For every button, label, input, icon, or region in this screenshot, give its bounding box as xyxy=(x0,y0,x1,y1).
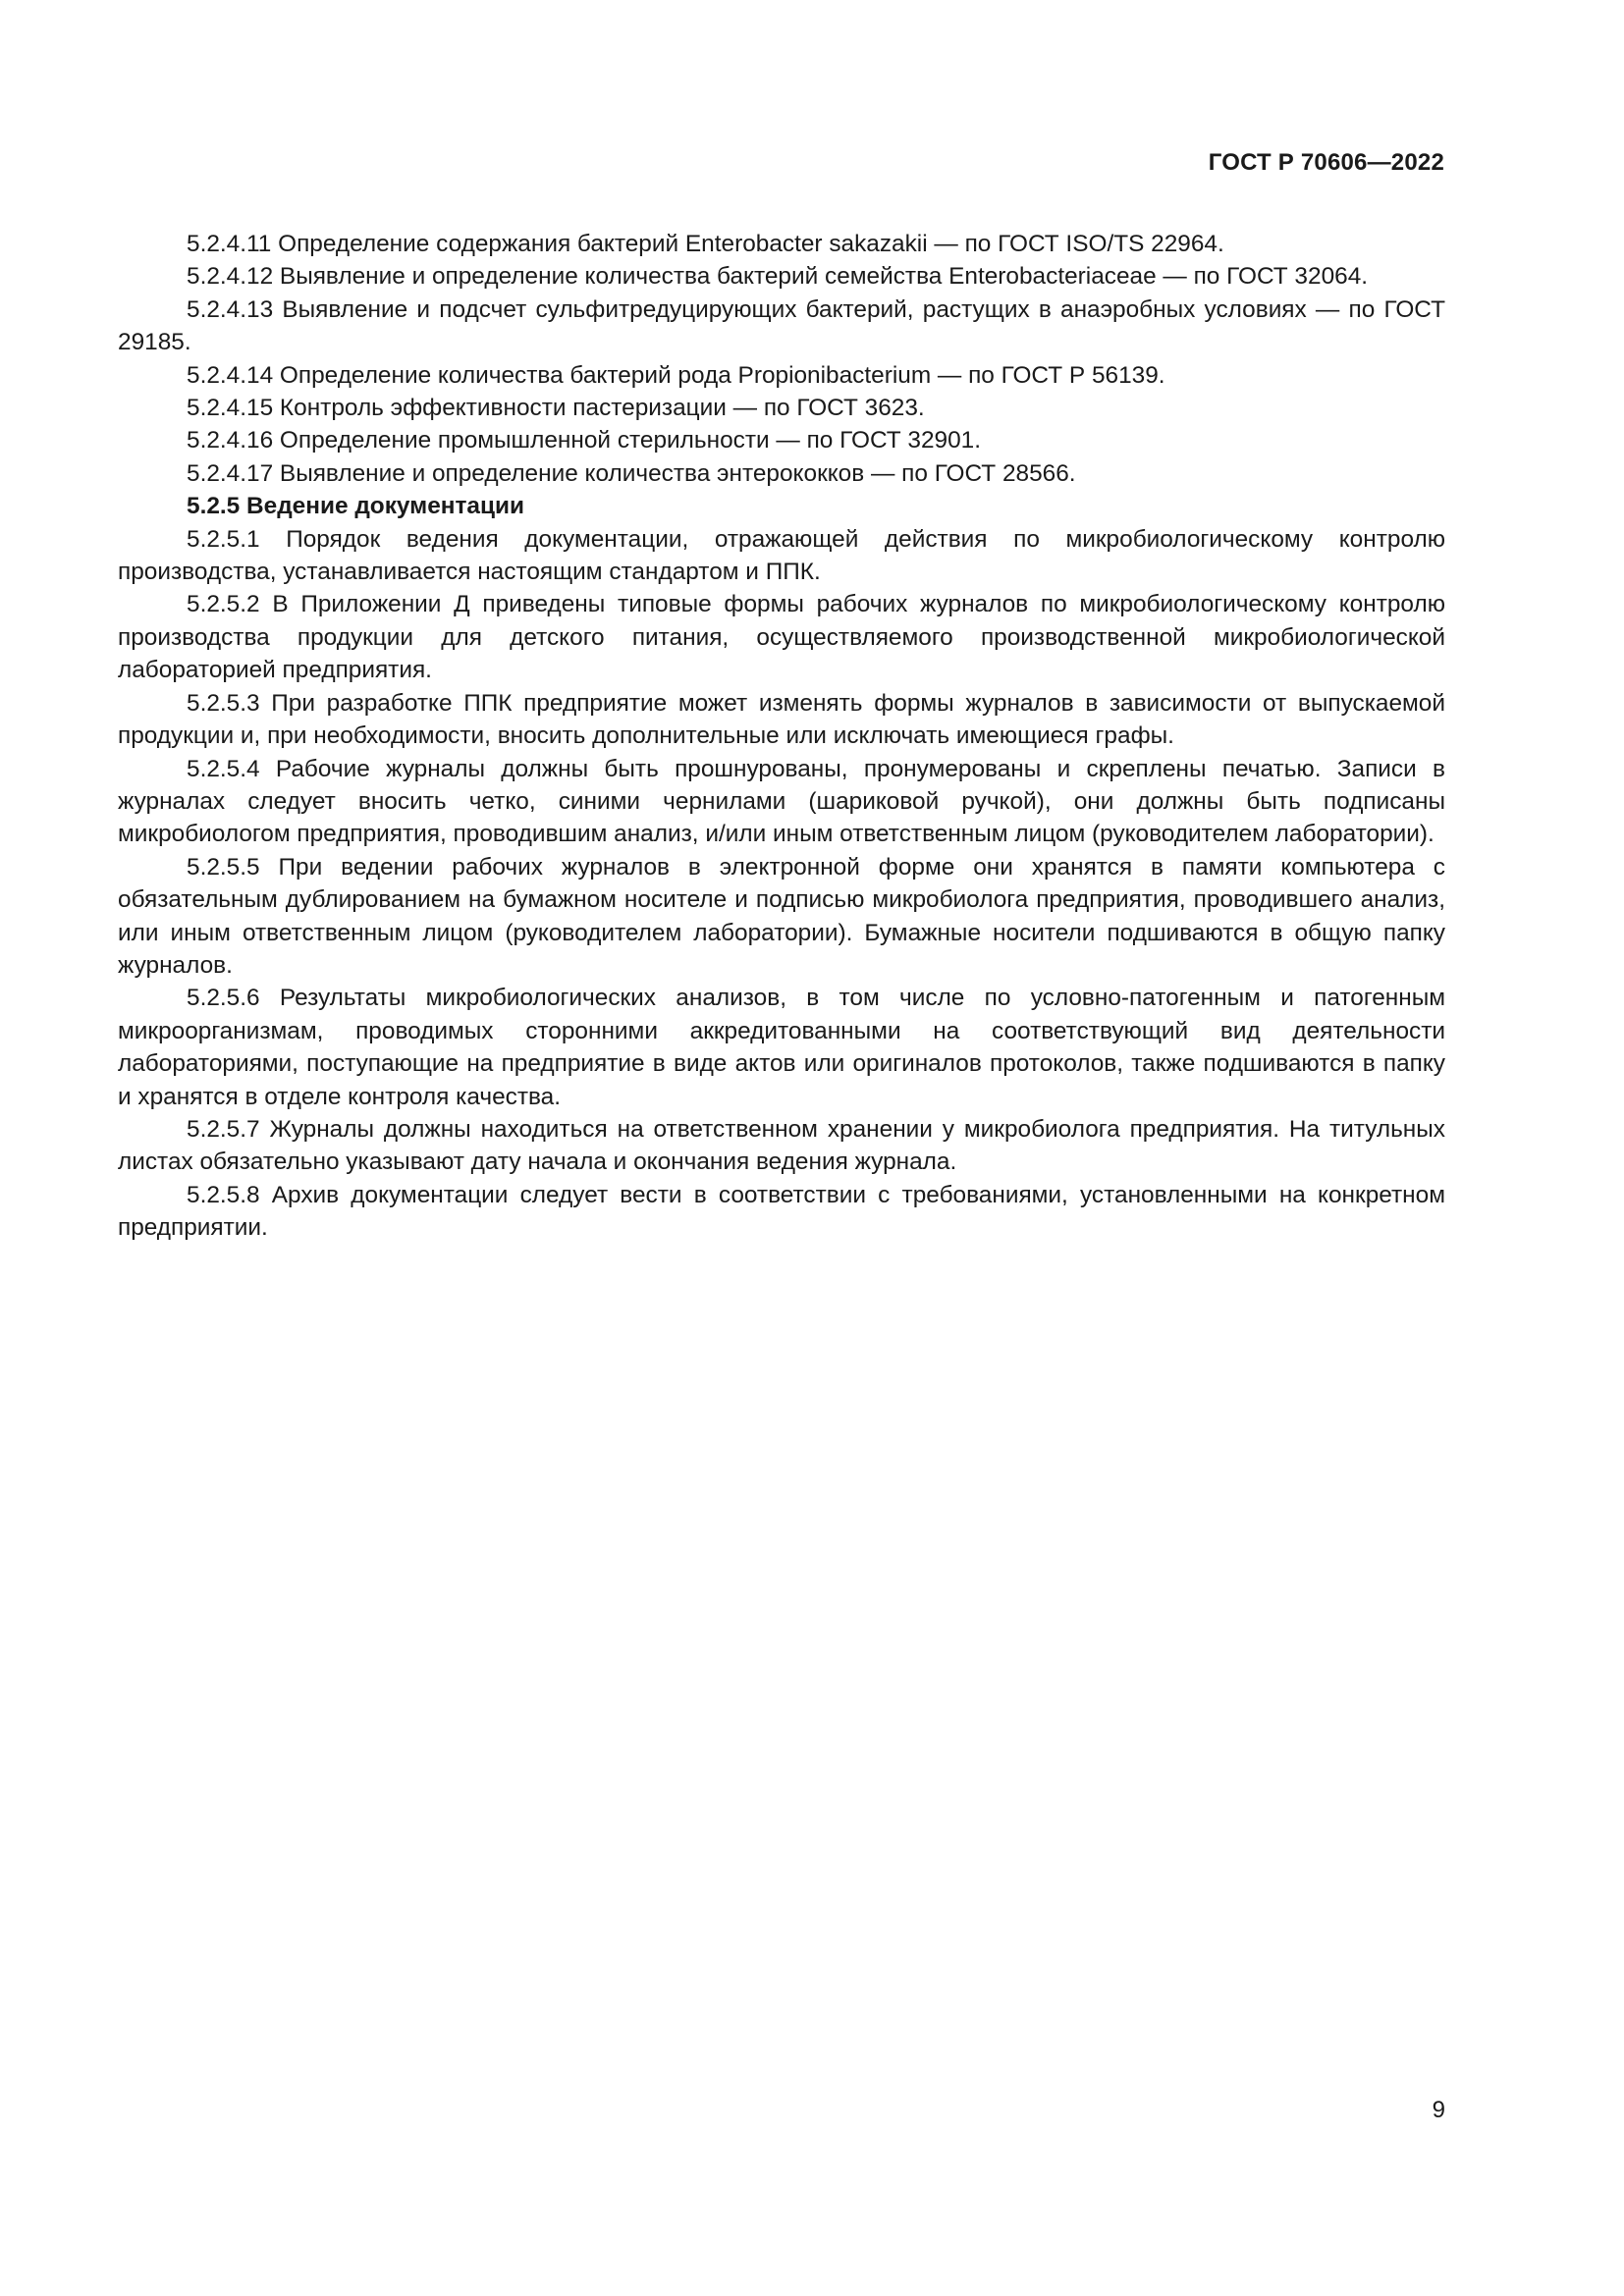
section-heading-5-2-5: 5.2.5 Ведение документации xyxy=(187,493,524,520)
paragraph-5-2-5-5: 5.2.5.5 При ведении рабочих журналов в электронной форме они хранятся в памяти компьютера с обязательным дублированием на бумажном носителе и подписью микробиолога предприятия, проводившего анализ, или иным ответственным лицом (руководителем лаборатории). Бумажные носители подшиваются в общую папку журналов. xyxy=(118,853,1445,979)
paragraph-5-2-4-17: 5.2.4.17 Выявление и определение количества энтерококков — по ГОСТ 28566. xyxy=(187,459,1076,487)
standard-code-header: ГОСТ Р 70606—2022 xyxy=(1208,149,1444,176)
paragraph-5-2-5-7: 5.2.5.7 Журналы должны находиться на ответственном хранении у микробиолога предприятия. На титульных листах обязательно указывают дату начала и окончания ведения журнала. xyxy=(118,1115,1445,1176)
paragraph-5-2-5-6: 5.2.5.6 Результаты микробиологических анализов, в том числе по условно-патогенным и патогенным микроорганизмам, проводимых сторонними аккредитованными на соответствующий вид деятельности лабораториями, поступающие на предприятие в виде актов или оригиналов протоколов, также подшиваются в папку и хранятся в отделе контроля качества. xyxy=(118,985,1445,1110)
paragraph-5-2-4-14: 5.2.4.14 Определение количества бактерий рода Propionibacterium — по ГОСТ Р 56139. xyxy=(187,361,1165,389)
paragraph-5-2-5-2: 5.2.5.2 В Приложении Д приведены типовые формы рабочих журналов по микробиологическому контролю производства продукции для детского питания, осуществляемого производственной микробиологической лабораторией предприятия. xyxy=(118,591,1445,684)
paragraph-5-2-4-15: 5.2.4.15 Контроль эффективности пастеризации — по ГОСТ 3623. xyxy=(187,395,925,422)
paragraph-5-2-4-11: 5.2.4.11 Определение содержания бактерий Enterobacter sakazakii — по ГОСТ ISO/TS 22964. xyxy=(187,231,1224,257)
page-number: 9 xyxy=(1432,2097,1445,2123)
document-body xyxy=(118,228,1445,1245)
paragraph-5-2-5-3: 5.2.5.3 При разработке ППК предприятие может изменять формы журналов в зависимости от выпускаемой продукции и, при необходимости, вносить дополнительные или исключать имеющиеся графы. xyxy=(118,689,1445,750)
paragraph-5-2-5-4: 5.2.5.4 Рабочие журналы должны быть прошнурованы, пронумерованы и скреплены печатью. Записи в журналах следует вносить четко, синими чернилами (шариковой ручкой), они должны быть подписаны микробиологом предприятия, проводившим анализ, и/или иным ответственным лицом (руководителем лаборатории). xyxy=(118,755,1445,848)
paragraph-5-2-5-1: 5.2.5.1 Порядок ведения документации, отражающей действия по микробиологическому контролю производства, устанавливается настоящим стандартом и ППК. xyxy=(118,525,1445,586)
paragraph-5-2-4-12: 5.2.4.12 Выявление и определение количества бактерий семейства Enterobacteriaceae — по ГОСТ 32064. xyxy=(187,263,1369,291)
paragraph-5-2-4-13: 5.2.4.13 Выявление и подсчет сульфитредуцирующих бактерий, растущих в анаэробных условиях — по ГОСТ 29185. xyxy=(118,295,1445,356)
paragraph-5-2-5-8: 5.2.5.8 Архив документации следует вести в соответствии с требованиями, установленными на конкретном предприятии. xyxy=(118,1181,1445,1242)
paragraph-5-2-4-16: 5.2.4.16 Определение промышленной стерильности — по ГОСТ 32901. xyxy=(187,427,982,454)
